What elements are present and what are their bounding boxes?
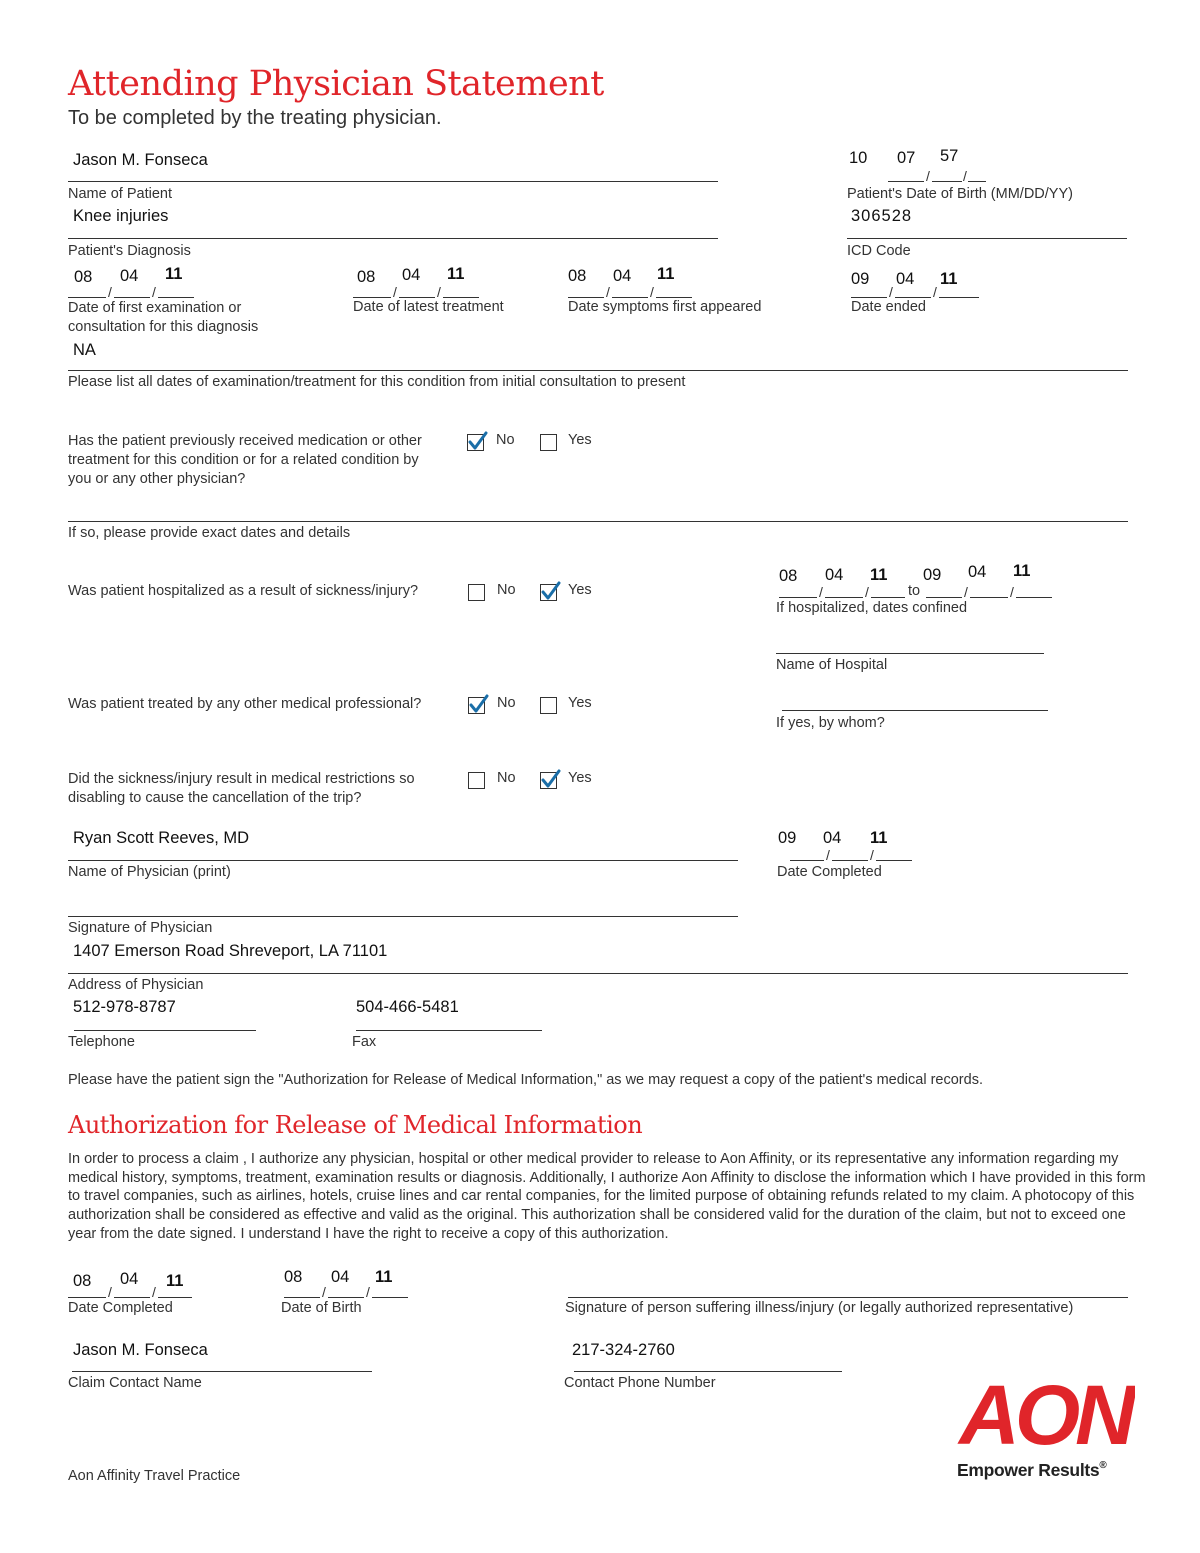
restrictions-yes-label: Yes bbox=[568, 770, 592, 786]
exam-dates-label: Please list all dates of examination/treatment for this condition from initial consultation to present bbox=[68, 374, 686, 390]
diagnosis-label: Patient's Diagnosis bbox=[68, 243, 191, 259]
physician-completed-line-2 bbox=[832, 860, 868, 861]
ended-slash-1: / bbox=[889, 284, 893, 300]
checkmark-icon bbox=[540, 580, 562, 602]
confined-from-mm[interactable]: 08 bbox=[779, 567, 798, 585]
dob-dd-line bbox=[932, 181, 962, 182]
patient-name-value[interactable]: Jason M. Fonseca bbox=[73, 151, 208, 169]
symptoms-dd[interactable]: 04 bbox=[613, 267, 632, 285]
contact-name-value[interactable]: Jason M. Fonseca bbox=[73, 1341, 208, 1359]
latest-label: Date of latest treatment bbox=[353, 299, 504, 315]
prior-details-label: If so, please provide exact dates and details bbox=[68, 525, 351, 541]
physician-address-label: Address of Physician bbox=[68, 977, 204, 993]
auth-completed-slash-2: / bbox=[152, 1284, 156, 1300]
ended-mm[interactable]: 09 bbox=[851, 270, 870, 288]
dob-slash-1: / bbox=[926, 168, 930, 184]
contact-name-label: Claim Contact Name bbox=[68, 1375, 202, 1391]
checkmark-icon bbox=[467, 430, 489, 452]
confined-line-5 bbox=[970, 597, 1008, 598]
trademark-mark: ® bbox=[1099, 1460, 1107, 1471]
dob-mm[interactable]: 10 bbox=[849, 149, 868, 167]
auth-dob-mm[interactable]: 08 bbox=[284, 1268, 303, 1286]
exam-dates-value[interactable]: NA bbox=[73, 341, 96, 359]
physician-completed-label: Date Completed bbox=[777, 864, 882, 880]
telephone-value[interactable]: 512-978-8787 bbox=[73, 998, 176, 1016]
physician-name-label: Name of Physician (print) bbox=[68, 864, 231, 880]
ended-dd[interactable]: 04 bbox=[896, 270, 915, 288]
confined-slash-4: / bbox=[1010, 584, 1014, 600]
prior-treatment-question: Has the patient previously received medication or other treatment for this condition or for a related condition by you or any other physician? bbox=[68, 433, 422, 487]
checkmark-icon bbox=[468, 693, 490, 715]
page-subtitle: To be completed by the treating physician. bbox=[68, 107, 442, 129]
dob-mm-line bbox=[888, 181, 924, 182]
page-title: Attending Physician Statement bbox=[68, 64, 604, 104]
hospitalized-no-label: No bbox=[497, 582, 516, 598]
first-exam-dd[interactable]: 04 bbox=[120, 267, 139, 285]
confined-line-4 bbox=[926, 597, 962, 598]
auth-dob-line-3 bbox=[372, 1297, 408, 1298]
patient-name-label: Name of Patient bbox=[68, 186, 172, 202]
icd-label: ICD Code bbox=[847, 243, 911, 259]
restrictions-no-label: No bbox=[497, 770, 516, 786]
by-whom-label: If yes, by whom? bbox=[776, 715, 885, 731]
symptoms-line-1 bbox=[568, 297, 604, 298]
first-exam-line-1 bbox=[68, 297, 106, 298]
latest-dd[interactable]: 04 bbox=[402, 266, 421, 284]
physician-address-line bbox=[68, 973, 1128, 974]
physician-completed-line-3 bbox=[876, 860, 912, 861]
symptoms-line-2 bbox=[612, 297, 648, 298]
confined-slash-1: / bbox=[819, 584, 823, 600]
auth-dob-line-1 bbox=[284, 1297, 320, 1298]
auth-completed-dd[interactable]: 04 bbox=[120, 1270, 139, 1288]
fax-label: Fax bbox=[352, 1034, 377, 1050]
physician-completed-dd[interactable]: 04 bbox=[823, 829, 842, 847]
patient-name-line bbox=[68, 181, 718, 182]
auth-dob-label: Date of Birth bbox=[281, 1300, 362, 1316]
telephone-line bbox=[74, 1030, 256, 1031]
latest-yy[interactable]: 11 bbox=[447, 265, 465, 283]
confined-line-3 bbox=[871, 597, 905, 598]
confined-from-yy[interactable]: 11 bbox=[870, 566, 888, 584]
prior-treatment-yes-checkbox[interactable] bbox=[540, 434, 557, 451]
first-exam-slash-1: / bbox=[108, 284, 112, 300]
prior-details-line bbox=[68, 521, 1128, 522]
confined-line-6 bbox=[1016, 597, 1052, 598]
physician-completed-line-1 bbox=[790, 860, 824, 861]
other-professional-no-label: No bbox=[497, 695, 516, 711]
first-exam-label: Date of first examination or consultation for this diagnosis bbox=[68, 300, 259, 335]
exam-dates-line bbox=[68, 370, 1128, 371]
auth-dob-slash-2: / bbox=[366, 1284, 370, 1300]
dob-yy[interactable]: 57 bbox=[940, 147, 959, 165]
patient-signature-label: Signature of person suffering illness/injury (or legally authorized representative) bbox=[565, 1300, 1074, 1316]
other-professional-no-checkbox[interactable] bbox=[468, 697, 485, 714]
ended-line-1 bbox=[851, 297, 887, 298]
auth-completed-mm[interactable]: 08 bbox=[73, 1272, 92, 1290]
latest-slash-2: / bbox=[437, 284, 441, 300]
symptoms-yy[interactable]: 11 bbox=[657, 265, 675, 283]
hospitalized-question: Was patient hospitalized as a result of sickness/injury? bbox=[68, 583, 419, 599]
contact-name-line bbox=[72, 1371, 372, 1372]
confined-from-dd[interactable]: 04 bbox=[825, 566, 844, 584]
other-professional-yes-label: Yes bbox=[568, 695, 592, 711]
diagnosis-line bbox=[68, 238, 718, 239]
symptoms-mm[interactable]: 08 bbox=[568, 267, 587, 285]
ended-yy[interactable]: 11 bbox=[940, 270, 958, 288]
prior-treatment-no-label: No bbox=[496, 432, 515, 448]
physician-name-line bbox=[68, 860, 738, 861]
confined-to-yy[interactable]: 11 bbox=[1013, 562, 1031, 580]
latest-line-2 bbox=[399, 297, 435, 298]
auth-completed-slash-1: / bbox=[108, 1284, 112, 1300]
other-professional-yes-checkbox[interactable] bbox=[540, 697, 557, 714]
latest-mm[interactable]: 08 bbox=[357, 268, 376, 286]
confined-slash-3: / bbox=[964, 584, 968, 600]
auth-dob-dd[interactable]: 04 bbox=[331, 1268, 350, 1286]
physician-name-value[interactable]: Ryan Scott Reeves, MD bbox=[73, 829, 250, 847]
hospitalized-yes-label: Yes bbox=[568, 582, 592, 598]
telephone-label: Telephone bbox=[68, 1034, 135, 1050]
confined-slash-2: / bbox=[865, 584, 869, 600]
fax-line bbox=[356, 1030, 542, 1031]
symptoms-line-3 bbox=[656, 297, 692, 298]
restrictions-no-checkbox[interactable] bbox=[468, 772, 485, 789]
diagnosis-value[interactable]: Knee injuries bbox=[73, 207, 169, 225]
aon-tagline-text: Empower Results bbox=[957, 1460, 1100, 1480]
icd-value[interactable]: 306528 bbox=[851, 207, 913, 225]
physician-completed-mm[interactable]: 09 bbox=[778, 829, 797, 847]
auth-completed-line-1 bbox=[68, 1297, 106, 1298]
auth-dob-slash-1: / bbox=[322, 1284, 326, 1300]
first-exam-line-2 bbox=[114, 297, 150, 298]
hospitalized-yes-checkbox[interactable] bbox=[540, 584, 557, 601]
ended-label: Date ended bbox=[851, 299, 926, 315]
dob-yy-line bbox=[968, 181, 986, 182]
aon-logo bbox=[955, 1366, 1135, 1450]
latest-slash-1: / bbox=[393, 284, 397, 300]
physician-signature-label: Signature of Physician bbox=[68, 920, 213, 936]
symptoms-slash-1: / bbox=[606, 284, 610, 300]
first-exam-slash-2: / bbox=[152, 284, 156, 300]
confined-line-2 bbox=[825, 597, 863, 598]
physician-completed-yy[interactable]: 11 bbox=[870, 829, 888, 847]
patient-signature-line[interactable] bbox=[568, 1297, 1128, 1298]
authorization-title: Authorization for Release of Medical Information bbox=[68, 1111, 643, 1139]
physician-signature-line[interactable] bbox=[68, 916, 738, 917]
hospital-name-line[interactable] bbox=[776, 653, 1044, 654]
hospitalized-no-checkbox[interactable] bbox=[468, 584, 485, 601]
confined-line-1 bbox=[779, 597, 817, 598]
auth-completed-label: Date Completed bbox=[68, 1300, 173, 1316]
checkmark-icon bbox=[540, 768, 562, 790]
contact-phone-line bbox=[574, 1371, 842, 1372]
contact-phone-value[interactable]: 217-324-2760 bbox=[572, 1341, 675, 1359]
first-exam-line-3 bbox=[158, 297, 194, 298]
icd-line bbox=[847, 238, 1127, 239]
ended-slash-2: / bbox=[933, 284, 937, 300]
auth-completed-yy[interactable]: 11 bbox=[166, 1272, 184, 1290]
restrictions-yes-checkbox[interactable] bbox=[540, 772, 557, 789]
confined-to-mm[interactable]: 09 bbox=[923, 566, 942, 584]
ended-line-2 bbox=[895, 297, 931, 298]
first-exam-yy[interactable]: 11 bbox=[165, 265, 183, 283]
auth-dob-yy[interactable]: 11 bbox=[375, 1268, 393, 1286]
aon-tagline bbox=[957, 1460, 1106, 1481]
first-exam-mm[interactable]: 08 bbox=[74, 268, 93, 286]
dob-dd[interactable]: 07 bbox=[897, 149, 916, 167]
confined-to-word: to bbox=[908, 583, 921, 599]
hospital-name-label: Name of Hospital bbox=[776, 657, 888, 673]
other-professional-question: Was patient treated by any other medical professional? bbox=[68, 696, 422, 712]
dob-slash-2: / bbox=[963, 168, 967, 184]
physician-address-value[interactable]: 1407 Emerson Road Shreveport, LA 71101 bbox=[73, 942, 388, 960]
authorization-text: In order to process a claim , I authorize any physician, hospital or other medical provider to release to Aon Affinity, or its representative any information regarding my medical history, symptoms, treatment, examination results or diagnosis. Additionally, I authorize Aon Affinity to disclose the information which I have provided in this form to travel companies, such as airlines, hotels, cruise lines and car rental companies, for the limited purpose of obtaining refunds related to my claim. A photocopy of this authorization shall be considered as effective and valid as the original. This authorization shall be considered valid for the duration of the claim, but not to exceed one year from the date signed. I understand I have the right to receive a copy of this authorization. bbox=[68, 1151, 1146, 1242]
aon-logo-icon bbox=[955, 1366, 1135, 1450]
auth-completed-line-2 bbox=[114, 1297, 150, 1298]
practice-name: Aon Affinity Travel Practice bbox=[68, 1468, 241, 1484]
dob-label: Patient's Date of Birth (MM/DD/YY) bbox=[847, 186, 1073, 202]
confined-label: If hospitalized, dates confined bbox=[776, 600, 968, 616]
physician-completed-slash-1: / bbox=[826, 847, 830, 863]
confined-to-dd[interactable]: 04 bbox=[968, 563, 987, 581]
auth-completed-line-3 bbox=[158, 1297, 192, 1298]
records-notice: Please have the patient sign the "Authorization for Release of Medical Information," as we may request a copy of the patient's medical records. bbox=[68, 1072, 983, 1088]
latest-line-3 bbox=[443, 297, 479, 298]
aon-logo-text: AON bbox=[959, 1368, 1131, 1450]
prior-treatment-no-checkbox[interactable] bbox=[467, 434, 484, 451]
prior-treatment-yes-label: Yes bbox=[568, 432, 592, 448]
fax-value[interactable]: 504-466-5481 bbox=[356, 998, 459, 1016]
physician-completed-slash-2: / bbox=[870, 847, 874, 863]
by-whom-line[interactable] bbox=[782, 710, 1048, 711]
symptoms-label: Date symptoms first appeared bbox=[568, 299, 762, 315]
contact-phone-label: Contact Phone Number bbox=[564, 1375, 716, 1391]
auth-dob-line-2 bbox=[328, 1297, 364, 1298]
latest-line-1 bbox=[353, 297, 391, 298]
symptoms-slash-2: / bbox=[650, 284, 654, 300]
restrictions-question: Did the sickness/injury result in medical restrictions so disabling to cause the cancellation of the trip? bbox=[68, 771, 415, 806]
ended-line-3 bbox=[939, 297, 979, 298]
